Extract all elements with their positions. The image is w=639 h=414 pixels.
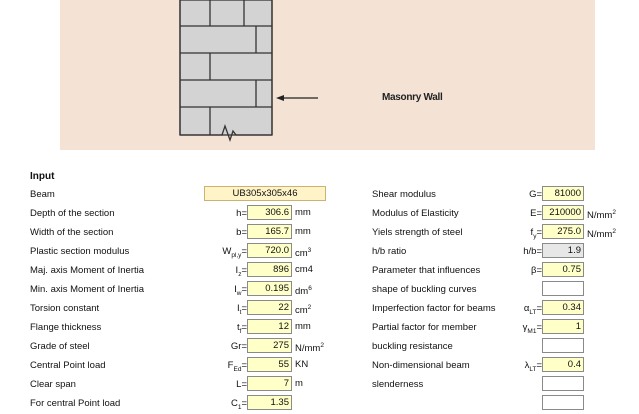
unit-yiels-strength-of-steel: $N/mm^2$ (587, 228, 616, 241)
value-cell-non-dimensional-beam[interactable]: 0.4 (542, 357, 584, 372)
masonry-wall-label: Masonry Wall (382, 92, 443, 103)
unit-clear-span: m (295, 378, 303, 389)
symbol-depth-of-the-section: h= (236, 208, 247, 219)
value-cell-min-axis-moment-of-inertia[interactable]: 0.195 (247, 281, 292, 296)
symbol-imperfection-factor-for-beams: $\alpha_{LT}=$ (523, 303, 542, 316)
empty-cell-slenderness[interactable] (542, 376, 584, 391)
left-label-maj-axis-moment-of-inertia: Maj. axis Moment of Inertia (30, 265, 145, 276)
symbol-central-point-load: $F_{Ed}=$ (227, 360, 247, 373)
value-cell-yiels-strength-of-steel[interactable]: 275.0 (542, 224, 584, 239)
right-label-imperfection-factor-for-beams: Imperfection factor for beams (372, 303, 496, 314)
empty-cell-row-11[interactable] (542, 395, 584, 410)
symbol-h-b-ratio: h/b= (523, 246, 542, 257)
right-label-slenderness: slenderness (372, 379, 424, 390)
value-cell-torsion-constant[interactable]: 22 (247, 300, 292, 315)
value-cell-grade-of-steel[interactable]: 275 (247, 338, 292, 353)
right-label-yiels-strength-of-steel: Yiels strength of steel (372, 227, 463, 238)
value-cell-plastic-section-modulus[interactable]: 720.0 (247, 243, 292, 258)
unit-flange-thickness: mm (295, 321, 311, 332)
left-label-depth-of-the-section: Depth of the section (30, 208, 115, 219)
left-label-central-point-load: Central Point load (30, 360, 106, 371)
empty-cell-shape-of-buckling-curves[interactable] (542, 281, 584, 296)
left-label-flange-thickness: Flange thickness (30, 322, 102, 333)
value-cell-for-central-point-load[interactable]: 1.35 (247, 395, 292, 410)
symbol-partial-factor-for-member: $\gamma_{M1}=$ (522, 322, 542, 335)
unit-width-of-the-section: mm (295, 226, 311, 237)
left-label-beam: Beam (30, 189, 55, 200)
left-label-width-of-the-section: Width of the section (30, 227, 114, 238)
left-label-plastic-section-modulus: Plastic section modulus (30, 246, 130, 257)
symbol-width-of-the-section: b= (236, 227, 247, 238)
value-cell-depth-of-the-section[interactable]: 306.6 (247, 205, 292, 220)
symbol-clear-span: L= (236, 379, 247, 390)
left-label-clear-span: Clear span (30, 379, 76, 390)
value-cell-imperfection-factor-for-beams[interactable]: 0.34 (542, 300, 584, 315)
right-label-partial-factor-for-member: Partial factor for member (372, 322, 477, 333)
symbol-non-dimensional-beam: $\lambda_{LT}=$ (524, 360, 542, 373)
value-cell-central-point-load[interactable]: 55 (247, 357, 292, 372)
unit-plastic-section-modulus: $cm^3$ (295, 247, 312, 260)
symbol-flange-thickness: $t_f=$ (236, 322, 247, 335)
value-cell-flange-thickness[interactable]: 12 (247, 319, 292, 334)
section-title: Input (30, 171, 55, 182)
symbol-torsion-constant: $I_t=$ (236, 303, 247, 316)
left-label-min-axis-moment-of-inertia: Min. axis Moment of Inertia (30, 284, 145, 295)
symbol-parameter-that-influences: β= (530, 265, 542, 276)
unit-torsion-constant: $cm^2$ (295, 304, 312, 317)
left-label-grade-of-steel: Grade of steel (30, 341, 90, 352)
value-cell-clear-span[interactable]: 7 (247, 376, 292, 391)
right-label-modulus-of-elasticity: Modulus of Elasticity (372, 208, 459, 219)
unit-min-axis-moment-of-inertia: $dm^6$ (295, 285, 312, 298)
empty-cell-buckling-resistance[interactable] (542, 338, 584, 353)
value-cell-h-b-ratio: 1.9 (542, 243, 584, 258)
right-label-h-b-ratio: h/b ratio (372, 246, 407, 257)
left-label-torsion-constant: Torsion constant (30, 303, 100, 314)
value-cell-parameter-that-influences[interactable]: 0.75 (542, 262, 584, 277)
unit-maj-axis-moment-of-inertia: cm4 (295, 264, 313, 275)
value-cell-width-of-the-section[interactable]: 165.7 (247, 224, 292, 239)
unit-central-point-load: KN (295, 359, 309, 370)
value-cell-beam[interactable]: UB305x305x46 (204, 186, 326, 201)
right-label-shape-of-buckling-curves: shape of buckling curves (372, 284, 477, 295)
right-label-buckling-resistance: buckling resistance (372, 341, 453, 352)
value-cell-maj-axis-moment-of-inertia[interactable]: 896 (247, 262, 292, 277)
symbol-grade-of-steel: Gr= (230, 341, 247, 352)
right-label-parameter-that-influences: Parameter that influences (372, 265, 481, 276)
symbol-min-axis-moment-of-inertia: $I_w=$ (234, 284, 247, 297)
symbol-yiels-strength-of-steel: $f_y=$ (530, 227, 542, 240)
symbol-for-central-point-load: $C_1=$ (230, 398, 247, 411)
symbol-shear-modulus: G= (529, 189, 542, 200)
value-cell-partial-factor-for-member[interactable]: 1 (542, 319, 584, 334)
unit-grade-of-steel: $N/mm^2$ (295, 342, 324, 355)
symbol-modulus-of-elasticity: E= (530, 208, 542, 219)
value-cell-modulus-of-elasticity[interactable]: 210000 (542, 205, 584, 220)
right-label-non-dimensional-beam: Non-dimensional beam (372, 360, 470, 371)
symbol-plastic-section-modulus: $W_{pl,y}=$ (222, 246, 247, 259)
value-cell-shear-modulus[interactable]: 81000 (542, 186, 584, 201)
symbol-maj-axis-moment-of-inertia: $I_z=$ (235, 265, 247, 278)
unit-depth-of-the-section: mm (295, 207, 311, 218)
unit-modulus-of-elasticity: $N/mm^2$ (587, 209, 616, 222)
right-label-shear-modulus: Shear modulus (372, 189, 436, 200)
left-label-for-central-point-load: For central Point load (30, 398, 121, 409)
